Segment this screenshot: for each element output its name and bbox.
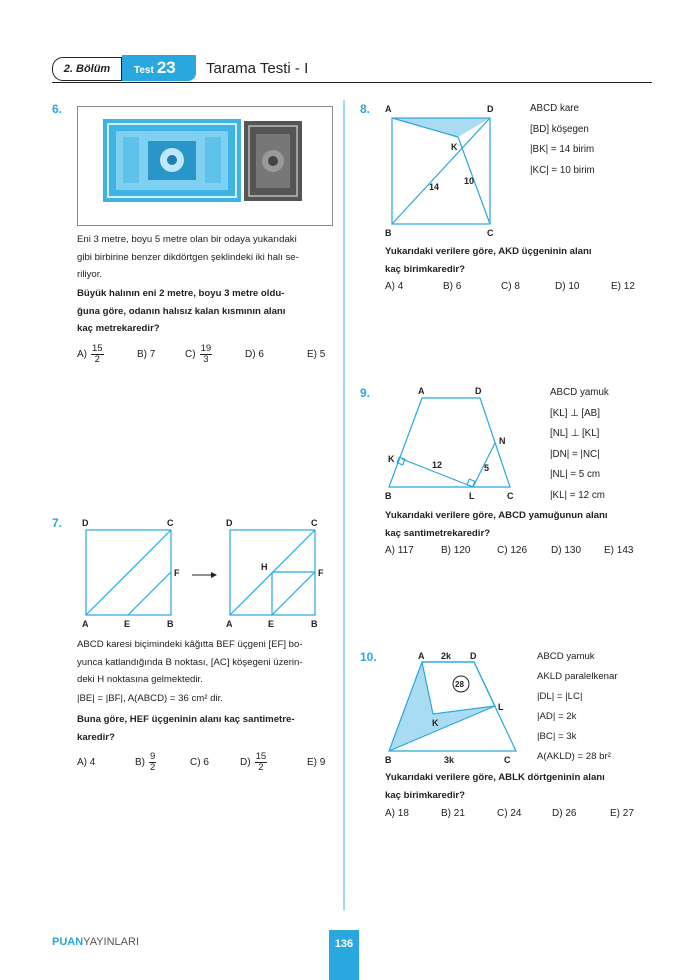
diagonal-left [86, 530, 171, 615]
label-D: D [226, 518, 233, 528]
test-number: 23 [156, 58, 176, 77]
carpet-illustration [78, 107, 332, 225]
label-K: K [451, 142, 458, 152]
label-B: B [311, 619, 318, 629]
q9-figure [380, 384, 530, 506]
q7-option-b[interactable]: B) $\frac{9}{2}$ [135, 750, 156, 773]
q6-option-d[interactable]: D) 6 [245, 348, 264, 360]
q8-question: Yukarıdaki verilere göre, AKD üçgeninin alanı kaç birimkaredir? [385, 246, 592, 275]
q9-option-d[interactable]: D) 130 [551, 545, 582, 556]
label-C: C [487, 228, 494, 238]
q10-given: ABCD yamuk AKLD paralelkenar |DL| = |LC| |AD| = 2k |BC| = 3k A(AKLD) = 28 br² [537, 651, 618, 762]
q10-option-d[interactable]: D) 26 [552, 808, 577, 819]
section-badge: 2. Bölüm [52, 57, 122, 81]
q8-given: ABCD kare [BD] köşegen |BK| = 14 birim |KC| = 10 birim [530, 103, 595, 176]
label-2k: 2k [441, 651, 452, 661]
q7-text: ABCD karesi biçimindeki kâğıtta BEF üçgeni [EF] bo- yunca katlandığında B noktası, [AC] köşegeni üzerin- deki H noktasına gelmektedir. [77, 639, 303, 685]
q6-options [77, 340, 337, 368]
label-B: B [167, 619, 174, 629]
arrow-head-icon [211, 572, 217, 578]
label-E: E [124, 619, 131, 629]
q10-option-a[interactable]: A) 18 [385, 808, 409, 819]
q6-figure [77, 106, 333, 226]
q8-figure [380, 100, 510, 240]
q9-number: 9. [360, 386, 371, 400]
label-C: C [311, 518, 318, 528]
label-D: D [470, 651, 477, 661]
trapezoid-ABCD [389, 398, 510, 487]
q8-options [385, 281, 655, 292]
diagonal-BD [392, 118, 490, 224]
label-A: A [385, 104, 392, 114]
label-A: A [418, 386, 425, 396]
test-label: Test [134, 65, 154, 76]
q10-option-e[interactable]: E) 27 [610, 808, 634, 819]
label-N: N [499, 436, 506, 446]
label-C: C [167, 518, 174, 528]
q6-question: Büyük halının eni 2 metre, boyu 3 metre oldu- ğuna göre, odanın halısız kalan kısmının alanı kaç metrekaredir? [77, 288, 286, 334]
q6-number: 6. [52, 102, 63, 116]
fraction: $\frac{15}{2}$ [92, 342, 103, 365]
q8-option-d[interactable]: D) 10 [555, 281, 580, 292]
q7-option-c[interactable]: C) 6 [190, 756, 209, 768]
q8-number: 8. [360, 102, 371, 116]
q7-figure [77, 514, 339, 632]
label-H: H [261, 562, 268, 572]
q7-number: 7. [52, 516, 63, 530]
label-B: B [385, 491, 392, 501]
q7-option-d[interactable]: D) $\frac{15}{2}$ [240, 750, 267, 773]
label-K: K [388, 454, 395, 464]
right-angle-mark-L [467, 479, 475, 487]
label-28: 28 [455, 680, 464, 689]
label-B: B [385, 755, 392, 765]
q10-option-c[interactable]: C) 24 [497, 808, 522, 819]
q6-text: Eni 3 metre, boyu 5 metre olan bir odaya yukarıdaki gibi birbirine benzer dikdörtgen şeklindeki iki halı se- riliyor. [77, 234, 299, 280]
label-L: L [498, 702, 504, 712]
label-A: A [226, 619, 233, 629]
q8-option-e[interactable]: E) 12 [611, 281, 635, 292]
fold-line-right [272, 572, 315, 615]
label-L: L [469, 491, 475, 501]
q10-question: Yukarıdaki verilere göre, ABLK dörtgeninin alanı kaç birimkaredir? [385, 772, 605, 801]
publisher-logo: PUANYAYINLARI [52, 936, 140, 948]
label-F: F [318, 568, 324, 578]
q8-option-c[interactable]: C) 8 [501, 281, 520, 292]
q8-option-b[interactable]: B) 6 [443, 281, 462, 292]
page-number: 136 [329, 930, 359, 980]
q10-number: 10. [360, 650, 377, 664]
q7-given: |BE| = |BF|, A(ABCD) = 36 cm² dir. [77, 693, 223, 704]
column-divider [343, 100, 345, 910]
q7-options [77, 748, 337, 776]
label-F: F [174, 568, 180, 578]
label-14: 14 [429, 182, 440, 192]
q6-option-a[interactable]: A) $\frac{15}{2}$ [77, 342, 103, 365]
q9-given: ABCD yamuk [KL] ⊥ [AB] [NL] ⊥ [KL] |DN| = |NC| |NL| = 5 cm |KL| = 12 cm [550, 387, 609, 501]
label-D: D [487, 104, 494, 114]
header-rule [52, 82, 652, 83]
label-B: B [385, 228, 392, 238]
q6-option-c[interactable]: C) $\frac{19}{3}$ [185, 342, 212, 365]
fraction: $\frac{9}{2}$ [150, 750, 156, 773]
q9-option-e[interactable]: E) 143 [604, 545, 634, 556]
q7-option-e[interactable]: E) 9 [307, 756, 326, 768]
q6-option-b[interactable]: B) 7 [137, 348, 156, 360]
label-D: D [82, 518, 89, 528]
label-10: 10 [464, 176, 475, 186]
q7-option-a[interactable]: A) 4 [77, 756, 96, 768]
label-A: A [82, 619, 89, 629]
q9-option-b[interactable]: B) 120 [441, 545, 471, 556]
q6-option-e[interactable]: E) 5 [307, 348, 326, 360]
q8-option-a[interactable]: A) 4 [385, 281, 404, 292]
label-12: 12 [432, 460, 443, 470]
label-K: K [432, 718, 439, 728]
fraction: $\frac{15}{2}$ [255, 750, 267, 773]
label-5: 5 [484, 463, 490, 473]
q7-question: Buna göre, HEF üçgeninin alanı kaç santimetre- karedir? [77, 714, 295, 743]
fraction: $\frac{19}{3}$ [200, 342, 212, 365]
q10-options [385, 808, 665, 819]
label-E: E [268, 619, 275, 629]
q10-option-b[interactable]: B) 21 [441, 808, 465, 819]
page-title: Tarama Testi - I [206, 60, 309, 77]
q9-options [385, 545, 665, 556]
label-C: C [507, 491, 514, 501]
q9-option-c[interactable]: C) 126 [497, 545, 528, 556]
q10-figure [380, 648, 530, 770]
test-badge [122, 55, 196, 81]
label-D: D [475, 386, 482, 396]
right-angle-mark-K [397, 457, 405, 465]
label-A: A [418, 651, 425, 661]
q9-option-a[interactable]: A) 117 [385, 545, 414, 556]
q9-question: Yukarıdaki verilere göre, ABCD yamuğunun alanı kaç santimetrekaredir? [385, 510, 608, 539]
label-C: C [504, 755, 511, 765]
fold-line-left [128, 572, 171, 615]
label-3k: 3k [444, 755, 455, 765]
